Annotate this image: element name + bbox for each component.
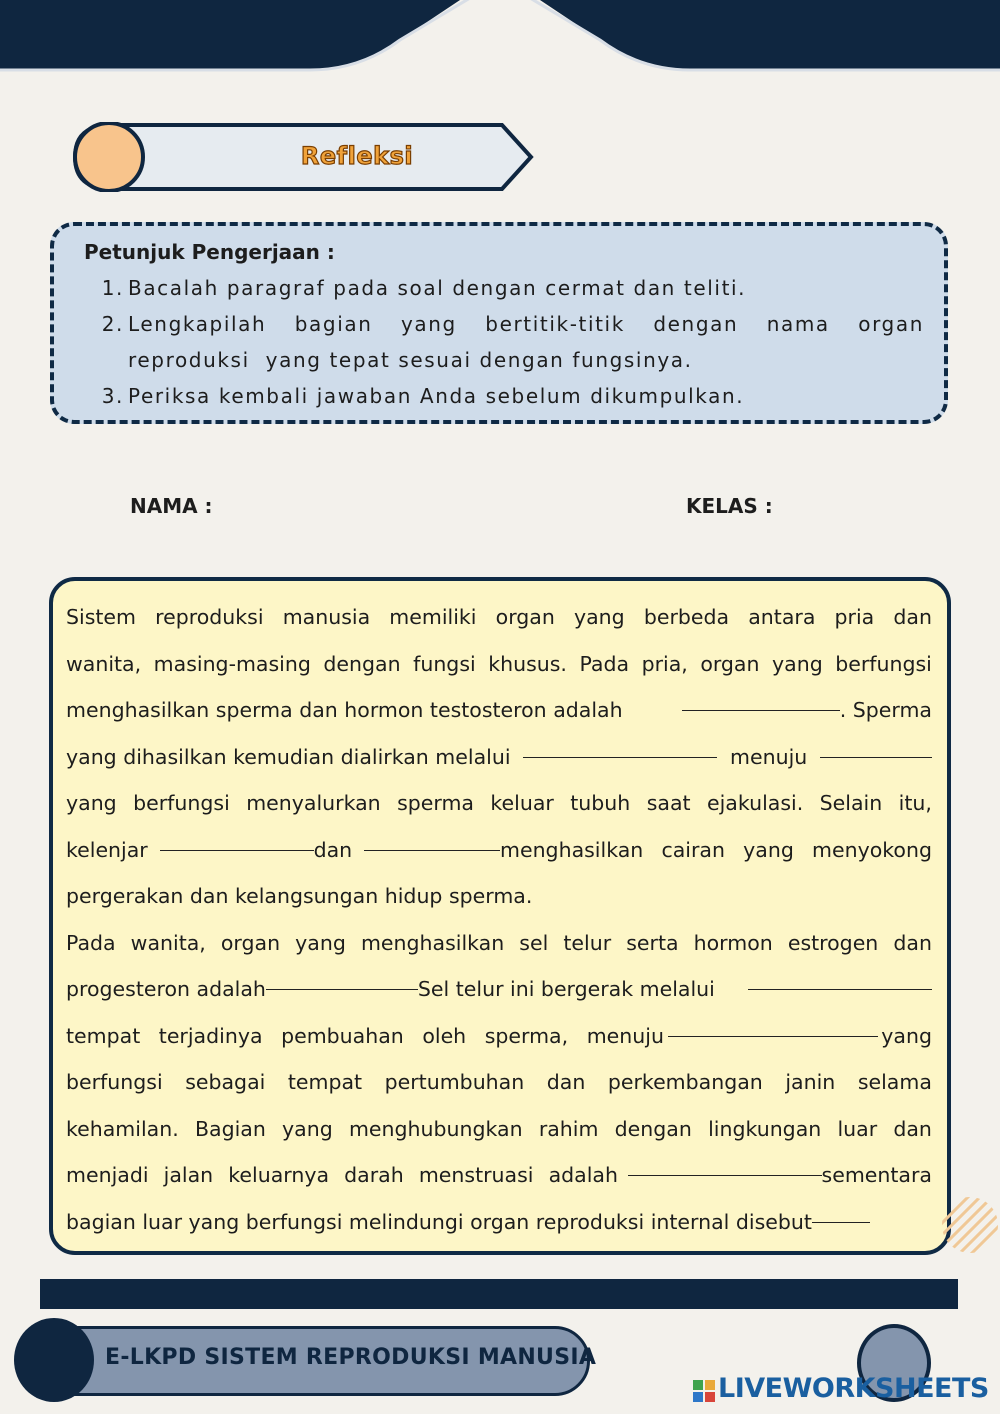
- passage-line: [66, 920, 932, 967]
- passage-word: memiliki: [389, 605, 477, 629]
- passage-word: organ: [495, 605, 555, 629]
- passage-word: khusus.: [488, 651, 567, 676]
- passage-word: luar: [837, 1116, 878, 1141]
- passage-word: keluarnya: [228, 1163, 330, 1187]
- class-label: KELAS :: [686, 494, 773, 518]
- passage-word: jalan: [163, 1163, 214, 1187]
- passage-word: selama: [857, 1070, 932, 1094]
- passage-word: yang: [573, 605, 625, 629]
- passage-line: [66, 827, 932, 874]
- passage-word: oleh: [422, 1023, 467, 1048]
- decorative-hatch: [940, 1195, 1000, 1255]
- passage-word: dan: [893, 930, 932, 955]
- passage-word: dan: [893, 1116, 932, 1141]
- passage-word: Pada: [66, 930, 116, 955]
- passage-word: menghasilkan: [360, 930, 505, 955]
- instruction-item: [84, 378, 924, 414]
- passage-line: [66, 1199, 932, 1246]
- top-banner: [0, 0, 1000, 90]
- passage-word: wanita,: [66, 651, 142, 676]
- passage-word: tubuh: [570, 791, 631, 815]
- answer-blank[interactable]: [364, 849, 500, 851]
- passage-text: kelenjar: [66, 837, 148, 862]
- passage-word: fungsi: [413, 651, 476, 676]
- passage-word: adalah: [548, 1163, 618, 1187]
- footer-dot: [14, 1318, 94, 1402]
- passage-text: [66, 594, 932, 641]
- passage-word: sebagai: [185, 1070, 266, 1094]
- passage-word: menghubungkan: [348, 1116, 523, 1141]
- passage-text: [66, 780, 932, 827]
- passage-text: [66, 1106, 932, 1153]
- answer-blank[interactable]: [668, 1035, 878, 1037]
- passage-word: Sistem: [66, 605, 137, 629]
- passage-line: [66, 873, 932, 920]
- passage-word: rahim: [538, 1116, 599, 1141]
- passage-word: sperma: [397, 791, 474, 815]
- passage-word: itu,: [898, 791, 932, 815]
- passage-word: yang: [743, 837, 794, 862]
- passage-text: [500, 827, 932, 874]
- passage-word: Bagian: [194, 1116, 266, 1141]
- passage-word: menghasilkan: [499, 837, 644, 862]
- liveworksheets-watermark: LIVEWORKSHEETS: [718, 1373, 989, 1404]
- instruction-number: 2.: [101, 312, 124, 336]
- section-title-banner: [72, 122, 534, 192]
- answer-blank[interactable]: [682, 709, 840, 711]
- passage-text: menuju: [730, 744, 808, 769]
- passage-word: hormon: [693, 930, 773, 955]
- passage-word: pria: [834, 605, 875, 629]
- passage-text: . Sperma: [839, 698, 932, 722]
- instructions-box: [50, 222, 948, 424]
- instruction-item: [84, 270, 924, 306]
- passage-text: Sel telur ini bergerak melalui: [417, 977, 715, 1001]
- passage-word: yang: [66, 791, 117, 815]
- passage-word: berfungsi: [133, 791, 230, 815]
- passage-word: terjadinya: [158, 1023, 263, 1048]
- passage-text: [66, 1013, 664, 1060]
- passage-word: menjadi: [66, 1163, 149, 1187]
- instructions-list: [84, 270, 924, 414]
- answer-blank[interactable]: [812, 1221, 870, 1223]
- passage-line: [66, 780, 932, 827]
- instruction-text: Bacalah paragraf pada soal dengan cermat dan teliti.: [128, 276, 747, 300]
- passage-word: dengan: [323, 651, 401, 676]
- passage-text: yang dihasilkan kemudian dialirkan melalui: [66, 744, 511, 769]
- passage-word: ejakulasi.: [706, 791, 804, 815]
- passage-word: serta: [626, 930, 679, 955]
- passage-word: sel: [519, 930, 549, 955]
- passage-word: reproduksi: [155, 605, 264, 629]
- passage-text: menghasilkan sperma dan hormon testosteron adalah: [66, 698, 623, 722]
- passage-word: berfungsi: [66, 1070, 163, 1094]
- passage-word: cairan: [661, 837, 725, 862]
- passage-word: perkembangan: [607, 1070, 763, 1094]
- passage-line: [66, 687, 932, 734]
- name-label: NAMA :: [130, 494, 213, 518]
- passage-line: [66, 966, 932, 1013]
- passage-word: organ: [220, 930, 281, 955]
- passage-text: [66, 641, 932, 688]
- passage-word: pembuahan: [281, 1023, 404, 1048]
- passage-word: saat: [646, 791, 691, 815]
- passage-text: dan: [313, 837, 353, 862]
- passage-word: organ: [700, 651, 760, 676]
- answer-blank[interactable]: [160, 849, 314, 851]
- passage-text: [66, 920, 932, 967]
- passage-word: yang: [295, 930, 346, 955]
- passage-word: pertumbuhan: [384, 1070, 525, 1094]
- passage-text: yang: [881, 1023, 932, 1048]
- passage-word: janin: [785, 1070, 836, 1094]
- passage-line: [66, 734, 932, 781]
- passage-text: progesteron adalah: [66, 977, 266, 1001]
- passage-word: berfungsi: [835, 651, 932, 676]
- instruction-text: Lengkapilah bagian yang bertitik-titik dengan nama organ: [128, 312, 924, 336]
- passage-word: estrogen: [787, 930, 879, 955]
- bottom-divider-bar: [40, 1279, 958, 1309]
- passage-line: [66, 641, 932, 688]
- passage-word: telur: [563, 930, 612, 955]
- passage-box: [49, 577, 951, 1255]
- section-title: Refleksi: [300, 142, 414, 170]
- passage-word: lingkungan: [708, 1116, 822, 1141]
- passage-line: [66, 1106, 932, 1153]
- answer-blank[interactable]: [820, 756, 932, 758]
- passage-text: [66, 1059, 932, 1106]
- passage-word: menuju: [586, 1023, 664, 1048]
- instruction-number: 1.: [101, 276, 124, 300]
- instruction-number: 3.: [101, 384, 124, 408]
- liveworksheets-logo-icon: [693, 1380, 715, 1402]
- passage-word: tempat: [287, 1070, 363, 1094]
- passage-word: dengan: [614, 1116, 692, 1141]
- passage-word: antara: [748, 605, 816, 629]
- passage-word: Pada: [579, 651, 630, 676]
- passage-line: [66, 1059, 932, 1106]
- passage-word: Selain: [819, 791, 883, 815]
- passage-word: wanita,: [130, 930, 206, 955]
- instruction-text-continued: reproduksi yang tepat sesuai dengan fungsinya.: [128, 348, 693, 372]
- passage-word: menyalurkan: [246, 791, 381, 815]
- answer-blank[interactable]: [628, 1174, 822, 1176]
- passage-word: tempat: [66, 1023, 141, 1048]
- answer-blank[interactable]: [266, 988, 418, 990]
- instructions-heading: Petunjuk Pengerjaan :: [84, 240, 335, 264]
- passage-line: [66, 594, 932, 641]
- passage-word: menyokong: [812, 837, 932, 862]
- answer-blank[interactable]: [523, 756, 717, 758]
- passage-text: sementara: [821, 1163, 932, 1187]
- footer-title: E-LKPD SISTEM REPRODUKSI MANUSIA: [105, 1345, 597, 1370]
- passage-word: yang: [282, 1116, 333, 1141]
- passage-text: bagian luar yang berfungsi melindungi organ reproduksi internal disebut: [66, 1209, 812, 1234]
- passage-word: kehamilan.: [66, 1116, 179, 1141]
- passage-word: pria,: [641, 651, 688, 676]
- passage-line: [66, 1152, 932, 1199]
- passage-word: dan: [893, 605, 932, 629]
- answer-blank[interactable]: [748, 988, 932, 990]
- passage-word: keluar: [490, 791, 554, 815]
- instruction-item: [84, 306, 924, 378]
- passage-word: menstruasi: [418, 1163, 534, 1187]
- passage-word: darah: [344, 1163, 404, 1187]
- passage-word: sperma,: [484, 1023, 569, 1048]
- passage-word: yang: [772, 651, 823, 676]
- instruction-text: Periksa kembali jawaban Anda sebelum dikumpulkan.: [128, 384, 745, 408]
- passage-text: [66, 1152, 618, 1199]
- passage-word: dan: [546, 1070, 586, 1094]
- passage-text: pergerakan dan kelangsungan hidup sperma.: [66, 884, 533, 908]
- passage-word: berbeda: [643, 605, 730, 629]
- passage-word: masing-masing: [153, 651, 311, 676]
- passage-word: manusia: [282, 605, 371, 629]
- passage-line: [66, 1013, 932, 1060]
